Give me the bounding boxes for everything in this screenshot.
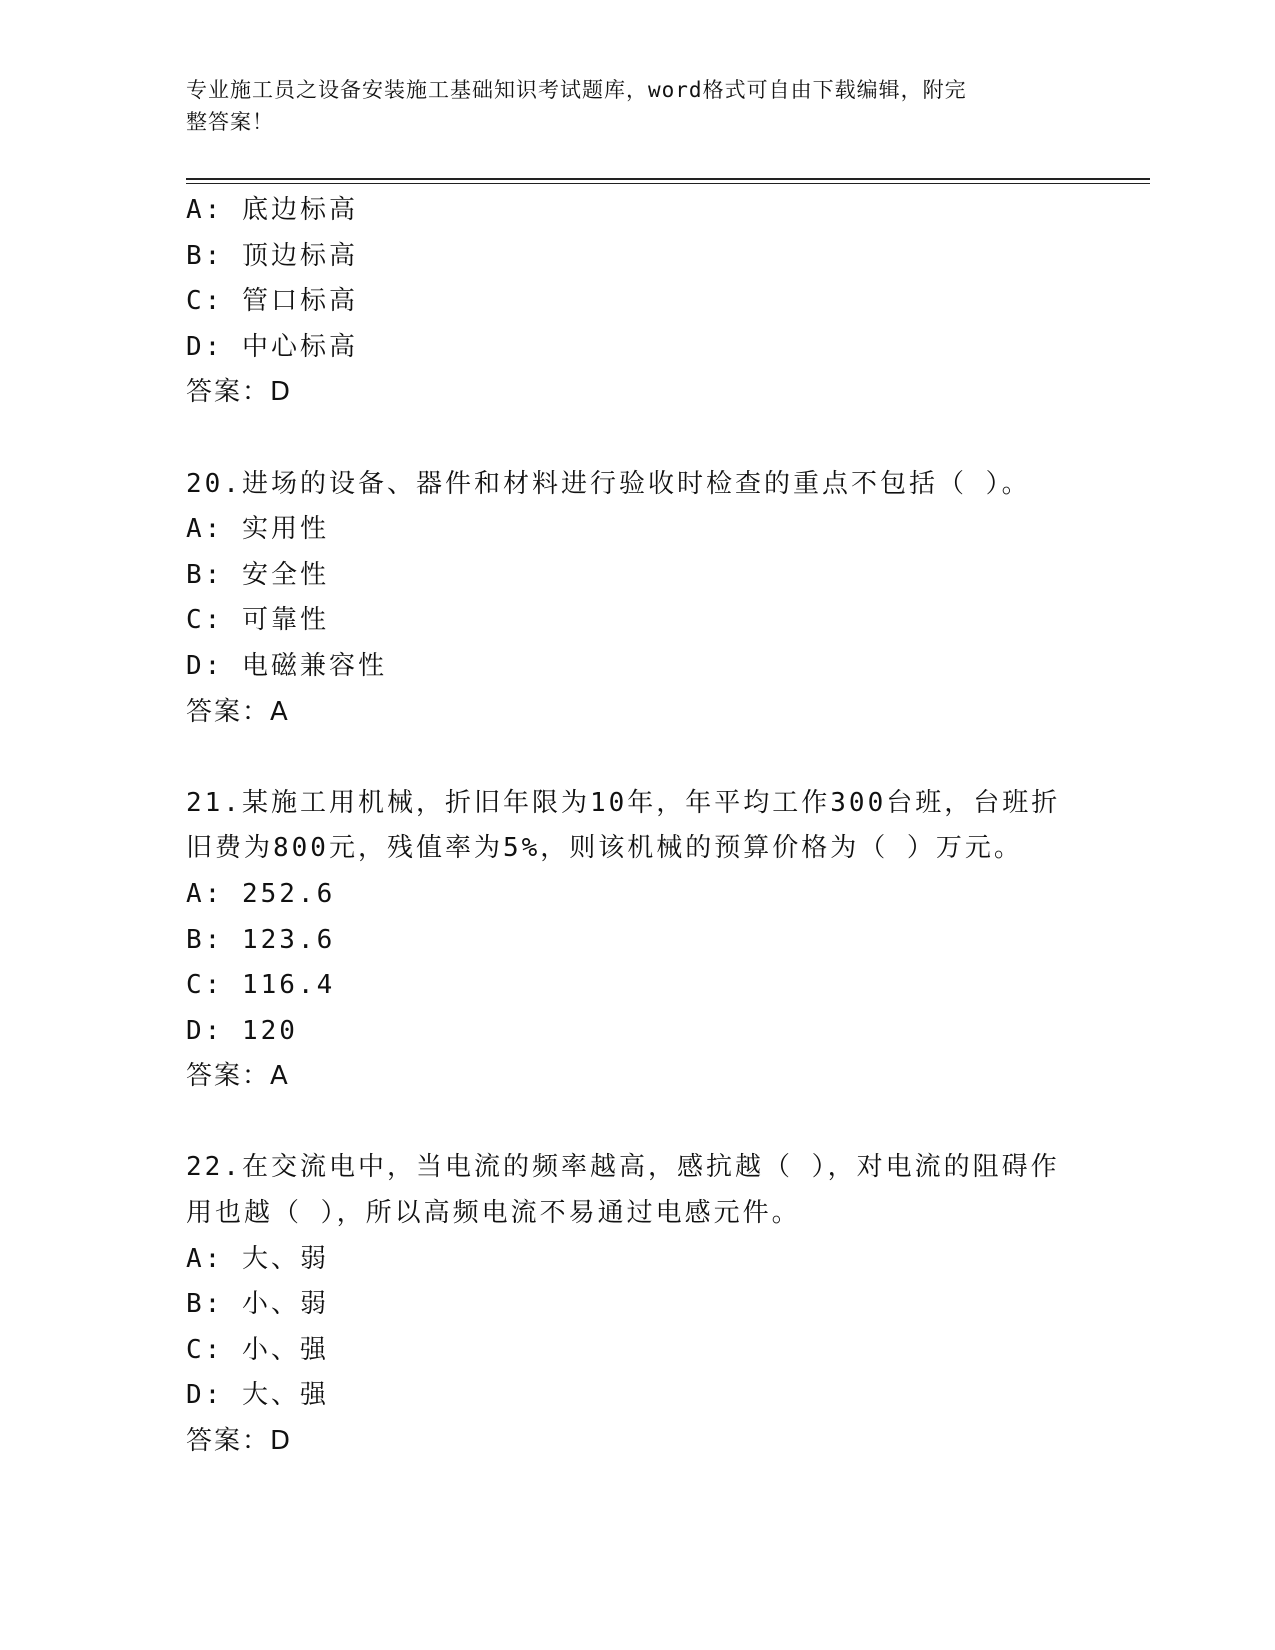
option-c: C: 116.4: [186, 970, 336, 1001]
question-21-block: [186, 781, 1086, 1100]
question-spacer: [186, 416, 1086, 462]
question-stem: 22.在交流电中，当电流的频率越高，感抗越（ ），对电流的阻碍作: [186, 1152, 1060, 1183]
option-d: D: 120: [186, 1015, 298, 1046]
option-a: A: 底边标高: [186, 195, 358, 225]
header-divider-thick: [186, 178, 1150, 180]
question-stem: 21.某施工用机械，折旧年限为10年，年平均工作300台班，台班折: [186, 787, 1061, 818]
question-stem-continued: 用也越（ ），所以高频电流不易通过电感元件。: [186, 1198, 801, 1229]
option-a: A: 252.6: [186, 878, 336, 909]
answer-line: 答案：D: [186, 1426, 293, 1457]
option-d: D: 大、强: [186, 1380, 329, 1411]
question-22-block: [186, 1145, 1086, 1464]
option-b: B: 小、弱: [186, 1289, 329, 1320]
header-line-2: 整答案！: [186, 110, 274, 134]
question-spacer: [186, 1100, 1086, 1146]
option-a: A: 大、弱: [186, 1243, 329, 1274]
option-d: D: 中心标高: [186, 331, 358, 362]
answer-line: 答案：A: [186, 1061, 290, 1092]
option-d: D: 电磁兼容性: [186, 650, 387, 681]
question-list: [186, 188, 1086, 1465]
option-b: B: 顶边标高: [186, 240, 358, 271]
option-c: C: 可靠性: [186, 605, 329, 636]
question-20-block: [186, 462, 1086, 736]
header-line-1: 专业施工员之设备安装施工基础知识考试题库，word格式可自由下载编辑，附完: [186, 78, 967, 102]
question-19-block: [186, 188, 1086, 416]
option-c: C: 小、强: [186, 1334, 329, 1365]
option-b: B: 123.6: [186, 924, 336, 955]
answer-line: 答案：D: [186, 377, 293, 408]
document-header: [186, 74, 1066, 138]
option-c: C: 管口标高: [186, 286, 358, 317]
header-divider-thin: [186, 183, 1150, 184]
option-a: A: 实用性: [186, 514, 329, 545]
question-stem-continued: 旧费为800元，残值率为5%，则该机械的预算价格为（ ）万元。: [186, 833, 1023, 864]
question-spacer: [186, 735, 1086, 781]
question-stem: 20.进场的设备、器件和材料进行验收时检查的重点不包括（ ）。: [186, 468, 1031, 499]
option-b: B: 安全性: [186, 559, 329, 590]
answer-line: 答案：A: [186, 696, 290, 727]
